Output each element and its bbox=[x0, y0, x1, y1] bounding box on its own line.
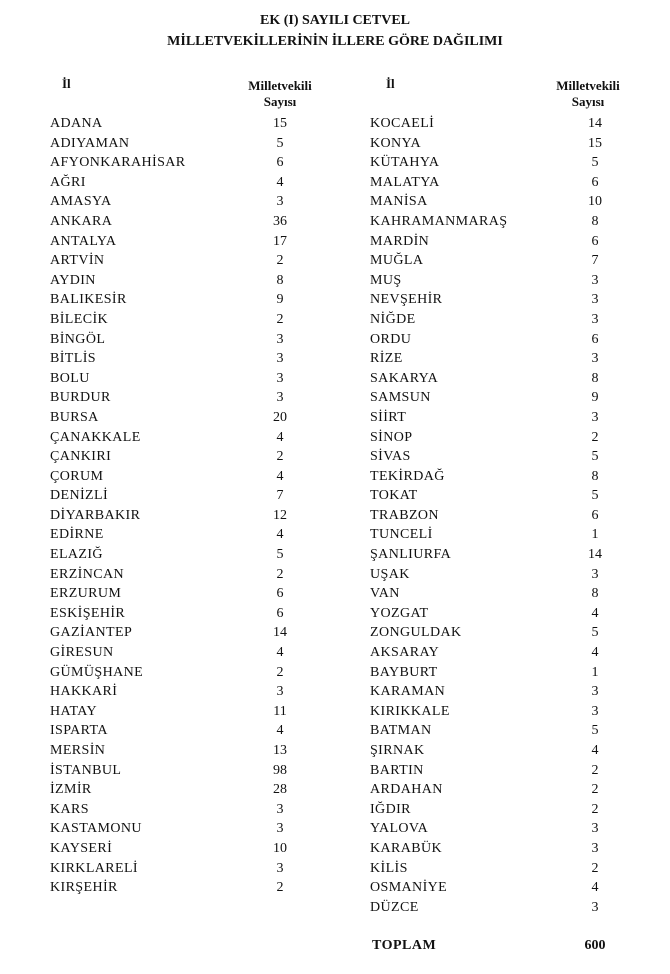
seat-count: 2 bbox=[591, 429, 599, 445]
table-row bbox=[50, 565, 350, 585]
province-name: ÇANKIRI bbox=[50, 449, 112, 465]
table-row bbox=[50, 388, 350, 408]
province-name: DENİZLİ bbox=[50, 488, 109, 504]
table-row bbox=[370, 584, 650, 604]
table-row bbox=[50, 290, 350, 310]
province-name: BURSA bbox=[50, 409, 99, 425]
province-name: SİVAS bbox=[370, 449, 411, 465]
seat-count: 5 bbox=[591, 155, 599, 171]
table-row bbox=[370, 349, 650, 369]
province-name: KASTAMONU bbox=[50, 821, 142, 837]
province-name: DİYARBAKIR bbox=[50, 507, 141, 523]
seat-count: 15 bbox=[273, 116, 287, 131]
table-row bbox=[50, 251, 350, 271]
table-row bbox=[50, 506, 350, 526]
table-row bbox=[370, 271, 650, 291]
table-row bbox=[50, 486, 350, 506]
province-name: KONYA bbox=[370, 135, 421, 151]
table-row bbox=[370, 428, 650, 448]
province-name: HAKKARİ bbox=[50, 684, 118, 700]
table-row bbox=[50, 761, 350, 781]
province-name: MALATYA bbox=[370, 174, 440, 190]
province-name: ORDU bbox=[370, 331, 412, 347]
seat-count: 3 bbox=[276, 821, 284, 837]
table-row bbox=[370, 721, 650, 741]
province-name: ANKARA bbox=[50, 213, 113, 229]
province-name: NEVŞEHİR bbox=[370, 292, 443, 308]
province-name: TUNCELİ bbox=[370, 527, 433, 543]
province-name: KARAMAN bbox=[370, 684, 446, 700]
table-row bbox=[50, 134, 350, 154]
province-name: MUŞ bbox=[370, 272, 402, 288]
seat-count: 5 bbox=[276, 135, 284, 151]
province-name: ESKİŞEHİR bbox=[50, 605, 126, 621]
seat-count: 9 bbox=[276, 292, 284, 308]
table-row bbox=[370, 408, 650, 428]
seat-count: 6 bbox=[591, 507, 599, 523]
table-row bbox=[370, 839, 650, 859]
province-name: BİNGÖL bbox=[50, 331, 106, 347]
province-name: OSMANİYE bbox=[370, 880, 448, 896]
seat-count: 8 bbox=[591, 213, 599, 229]
document-title: EK (I) SAYILI CETVEL bbox=[259, 13, 411, 28]
seat-count: 3 bbox=[276, 194, 284, 210]
table-row bbox=[50, 839, 350, 859]
seat-count: 14 bbox=[588, 547, 602, 563]
province-name: GAZİANTEP bbox=[50, 625, 133, 641]
seats-header-line1: Milletvekili bbox=[248, 78, 312, 93]
table-row bbox=[50, 878, 350, 898]
seats-header-line2: Sayısı bbox=[571, 94, 605, 109]
province-name: TRABZON bbox=[370, 507, 439, 523]
province-name: ADANA bbox=[50, 116, 103, 131]
table-row bbox=[50, 584, 350, 604]
table-row bbox=[370, 447, 650, 467]
province-name: KAYSERİ bbox=[50, 840, 113, 856]
seat-count: 7 bbox=[276, 488, 284, 504]
province-name: ELAZIĞ bbox=[50, 547, 103, 563]
table-row bbox=[370, 153, 650, 173]
seat-count: 3 bbox=[276, 390, 284, 406]
table-row bbox=[50, 819, 350, 839]
province-name: BURDUR bbox=[50, 390, 111, 406]
seat-count: 6 bbox=[276, 605, 284, 621]
province-name: AFYONKARAHİSAR bbox=[50, 155, 186, 171]
seat-count: 12 bbox=[273, 507, 287, 523]
province-name: BİLECİK bbox=[50, 311, 109, 327]
province-name: NİĞDE bbox=[370, 311, 416, 327]
province-name: TOKAT bbox=[370, 488, 418, 504]
seat-count: 3 bbox=[276, 370, 284, 386]
table-row bbox=[50, 310, 350, 330]
province-name: İZMİR bbox=[50, 782, 92, 798]
seat-count: 6 bbox=[276, 155, 284, 171]
seat-count: 4 bbox=[276, 174, 284, 190]
seat-count: 14 bbox=[273, 625, 287, 641]
province-name: KOCAELİ bbox=[370, 116, 435, 131]
seats-header-line2: Sayısı bbox=[263, 94, 297, 109]
seat-count: 3 bbox=[276, 351, 284, 367]
table-row bbox=[50, 173, 350, 193]
province-name: IĞDIR bbox=[370, 801, 411, 817]
province-name: MANİSA bbox=[370, 194, 428, 210]
table-row bbox=[50, 232, 350, 252]
seat-count: 14 bbox=[588, 116, 602, 131]
table-row bbox=[370, 761, 650, 781]
seat-count: 4 bbox=[591, 645, 599, 661]
left-province-header: İl bbox=[62, 76, 71, 91]
province-name: BOLU bbox=[50, 370, 90, 386]
table-row bbox=[370, 859, 650, 879]
province-name: ERZİNCAN bbox=[50, 566, 124, 582]
province-name: KIRKLARELİ bbox=[50, 860, 138, 876]
table-row bbox=[50, 525, 350, 545]
province-name: BALIKESİR bbox=[50, 292, 127, 308]
table-row bbox=[370, 604, 650, 624]
table-row bbox=[50, 741, 350, 761]
table-row bbox=[370, 643, 650, 663]
seat-count: 8 bbox=[591, 586, 599, 602]
table-row bbox=[50, 349, 350, 369]
province-name: HATAY bbox=[50, 703, 98, 719]
seat-count: 4 bbox=[276, 468, 284, 484]
seat-count: 3 bbox=[591, 292, 599, 308]
province-name: GİRESUN bbox=[50, 645, 114, 661]
seat-count: 8 bbox=[591, 468, 599, 484]
seat-count: 2 bbox=[276, 311, 284, 327]
table-row bbox=[50, 212, 350, 232]
seat-count: 9 bbox=[591, 390, 599, 406]
table-row bbox=[50, 467, 350, 487]
seat-count: 8 bbox=[276, 272, 284, 288]
table-row bbox=[370, 369, 650, 389]
table-row bbox=[50, 643, 350, 663]
seat-count: 2 bbox=[276, 664, 284, 680]
table-row bbox=[50, 604, 350, 624]
province-name: ŞIRNAK bbox=[370, 743, 425, 758]
province-name: KÜTAHYA bbox=[370, 155, 440, 171]
table-row bbox=[370, 330, 650, 350]
table-row bbox=[370, 800, 650, 820]
province-name: ÇORUM bbox=[50, 468, 104, 484]
province-name: ARTVİN bbox=[50, 253, 105, 269]
province-name: KİLİS bbox=[370, 860, 408, 876]
seat-count: 3 bbox=[591, 409, 599, 425]
seat-count: 3 bbox=[591, 703, 599, 719]
province-name: KIRIKKALE bbox=[370, 703, 450, 719]
province-name: KAHRAMANMARAŞ bbox=[370, 213, 508, 229]
seat-count: 3 bbox=[276, 331, 284, 347]
table-row bbox=[50, 153, 350, 173]
seat-count: 4 bbox=[591, 743, 599, 758]
seat-count: 4 bbox=[276, 527, 284, 543]
right-seats-header bbox=[528, 78, 648, 110]
seat-count: 3 bbox=[276, 860, 284, 876]
province-name: UŞAK bbox=[370, 566, 410, 582]
province-name: ISPARTA bbox=[50, 723, 108, 739]
seat-count: 2 bbox=[591, 762, 599, 778]
seat-count: 5 bbox=[591, 625, 599, 641]
province-name: SAKARYA bbox=[370, 370, 439, 386]
table-row bbox=[370, 251, 650, 271]
table-row bbox=[50, 721, 350, 741]
seat-count: 2 bbox=[276, 880, 284, 896]
document-subtitle: MİLLETVEKİLLERİNİN İLLERE GÖRE DAĞILIMI bbox=[167, 34, 503, 49]
table-row bbox=[50, 447, 350, 467]
seat-count: 3 bbox=[591, 840, 599, 856]
total-value: 600 bbox=[584, 938, 606, 953]
right-province-header: İl bbox=[386, 76, 395, 91]
table-row bbox=[370, 819, 650, 839]
province-name: BİTLİS bbox=[50, 351, 96, 367]
seat-count: 28 bbox=[273, 782, 287, 798]
seat-count: 5 bbox=[591, 449, 599, 465]
table-row bbox=[50, 545, 350, 565]
province-name: DÜZCE bbox=[370, 899, 419, 915]
table-row bbox=[50, 800, 350, 820]
province-name: KARABÜK bbox=[370, 840, 443, 856]
province-name: ZONGULDAK bbox=[370, 625, 462, 641]
table-row bbox=[370, 192, 650, 212]
table-row bbox=[50, 408, 350, 428]
seat-count: 3 bbox=[276, 801, 284, 817]
table-row bbox=[370, 114, 650, 134]
seat-count: 10 bbox=[273, 840, 287, 856]
province-name: SAMSUN bbox=[370, 390, 431, 406]
seat-count: 3 bbox=[591, 272, 599, 288]
province-name: GÜMÜŞHANE bbox=[50, 664, 144, 680]
province-name: SİİRT bbox=[370, 409, 407, 425]
table-row bbox=[370, 486, 650, 506]
province-name: RİZE bbox=[370, 351, 403, 367]
seat-count: 8 bbox=[591, 370, 599, 386]
province-name: AMASYA bbox=[50, 194, 112, 210]
seat-count: 3 bbox=[591, 899, 599, 915]
table-row bbox=[370, 212, 650, 232]
table-row bbox=[370, 682, 650, 702]
table-row bbox=[370, 623, 650, 643]
province-name: MUĞLA bbox=[370, 253, 424, 269]
province-name: TEKİRDAĞ bbox=[370, 468, 445, 484]
table-row bbox=[370, 780, 650, 800]
table-row bbox=[370, 467, 650, 487]
province-name: BARTIN bbox=[370, 762, 424, 778]
province-name: YOZGAT bbox=[370, 605, 429, 621]
province-name: BAYBURT bbox=[370, 664, 438, 680]
province-name: EDİRNE bbox=[50, 527, 104, 543]
seat-count: 2 bbox=[276, 449, 284, 465]
province-name: İSTANBUL bbox=[50, 762, 122, 778]
province-name: MERSİN bbox=[50, 743, 106, 758]
seat-count: 5 bbox=[591, 488, 599, 504]
table-row bbox=[370, 702, 650, 722]
province-name: YALOVA bbox=[370, 821, 429, 837]
province-name: KARS bbox=[50, 801, 89, 817]
seat-count: 6 bbox=[591, 233, 599, 249]
seat-count: 2 bbox=[591, 860, 599, 876]
seat-count: 2 bbox=[276, 253, 284, 269]
seat-count: 4 bbox=[276, 645, 284, 661]
province-name: ADIYAMAN bbox=[50, 135, 130, 151]
seat-count: 2 bbox=[276, 566, 284, 582]
province-name: ÇANAKKALE bbox=[50, 429, 141, 445]
table-row bbox=[50, 780, 350, 800]
province-name: AĞRI bbox=[50, 174, 86, 190]
seat-count: 11 bbox=[273, 703, 287, 719]
table-row bbox=[370, 565, 650, 585]
seat-count: 3 bbox=[591, 351, 599, 367]
seat-count: 4 bbox=[591, 880, 599, 896]
table-row bbox=[50, 192, 350, 212]
seat-count: 3 bbox=[591, 684, 599, 700]
table-row bbox=[370, 388, 650, 408]
table-row bbox=[50, 702, 350, 722]
seat-count: 36 bbox=[273, 213, 287, 229]
table-row bbox=[370, 290, 650, 310]
seat-count: 98 bbox=[273, 762, 287, 778]
seat-count: 6 bbox=[276, 586, 284, 602]
table-row bbox=[50, 330, 350, 350]
province-name: SİNOP bbox=[370, 429, 413, 445]
total-label: TOPLAM bbox=[372, 938, 437, 953]
seat-count: 3 bbox=[591, 566, 599, 582]
seat-count: 4 bbox=[591, 605, 599, 621]
province-name: VAN bbox=[370, 586, 400, 602]
province-name: ARDAHAN bbox=[370, 782, 443, 798]
seat-count: 6 bbox=[591, 331, 599, 347]
table-row bbox=[370, 878, 650, 898]
seat-count: 3 bbox=[276, 684, 284, 700]
province-name: AYDIN bbox=[50, 272, 96, 288]
table-row bbox=[50, 663, 350, 683]
province-name: ERZURUM bbox=[50, 586, 122, 602]
seat-count: 10 bbox=[588, 194, 602, 210]
seat-count: 4 bbox=[276, 429, 284, 445]
table-row bbox=[370, 173, 650, 193]
seat-count: 20 bbox=[273, 409, 287, 425]
seat-count: 5 bbox=[591, 723, 599, 739]
seat-count: 5 bbox=[276, 547, 284, 563]
seat-count: 3 bbox=[591, 821, 599, 837]
seat-count: 2 bbox=[591, 801, 599, 817]
left-province-list bbox=[50, 114, 350, 898]
table-row bbox=[50, 369, 350, 389]
table-row bbox=[50, 623, 350, 643]
seat-count: 3 bbox=[591, 311, 599, 327]
table-row bbox=[370, 525, 650, 545]
seat-count: 15 bbox=[588, 135, 602, 151]
table-row bbox=[50, 682, 350, 702]
table-row bbox=[370, 134, 650, 154]
seats-header-line1: Milletvekili bbox=[556, 78, 620, 93]
table-row bbox=[370, 545, 650, 565]
table-row bbox=[370, 310, 650, 330]
province-name: ANTALYA bbox=[50, 233, 117, 249]
seat-count: 6 bbox=[591, 174, 599, 190]
table-row bbox=[370, 506, 650, 526]
table-row bbox=[370, 663, 650, 683]
province-name: MARDİN bbox=[370, 233, 430, 249]
province-name: BATMAN bbox=[370, 723, 432, 739]
seat-count: 13 bbox=[273, 743, 287, 758]
right-province-list bbox=[370, 114, 650, 917]
seat-count: 1 bbox=[591, 527, 599, 543]
table-row bbox=[370, 741, 650, 761]
province-name: ŞANLIURFA bbox=[370, 547, 452, 563]
seat-count: 4 bbox=[276, 723, 284, 739]
seat-count: 1 bbox=[591, 664, 599, 680]
seat-count: 7 bbox=[591, 253, 599, 269]
seat-count: 17 bbox=[273, 233, 287, 249]
table-row bbox=[370, 232, 650, 252]
province-name: KIRŞEHİR bbox=[50, 880, 118, 896]
left-seats-header bbox=[220, 78, 340, 110]
table-row bbox=[50, 271, 350, 291]
table-row bbox=[370, 898, 650, 918]
table-row bbox=[50, 859, 350, 879]
table-row bbox=[50, 114, 350, 134]
table-row bbox=[50, 428, 350, 448]
seat-count: 2 bbox=[591, 782, 599, 798]
province-name: AKSARAY bbox=[370, 645, 440, 661]
